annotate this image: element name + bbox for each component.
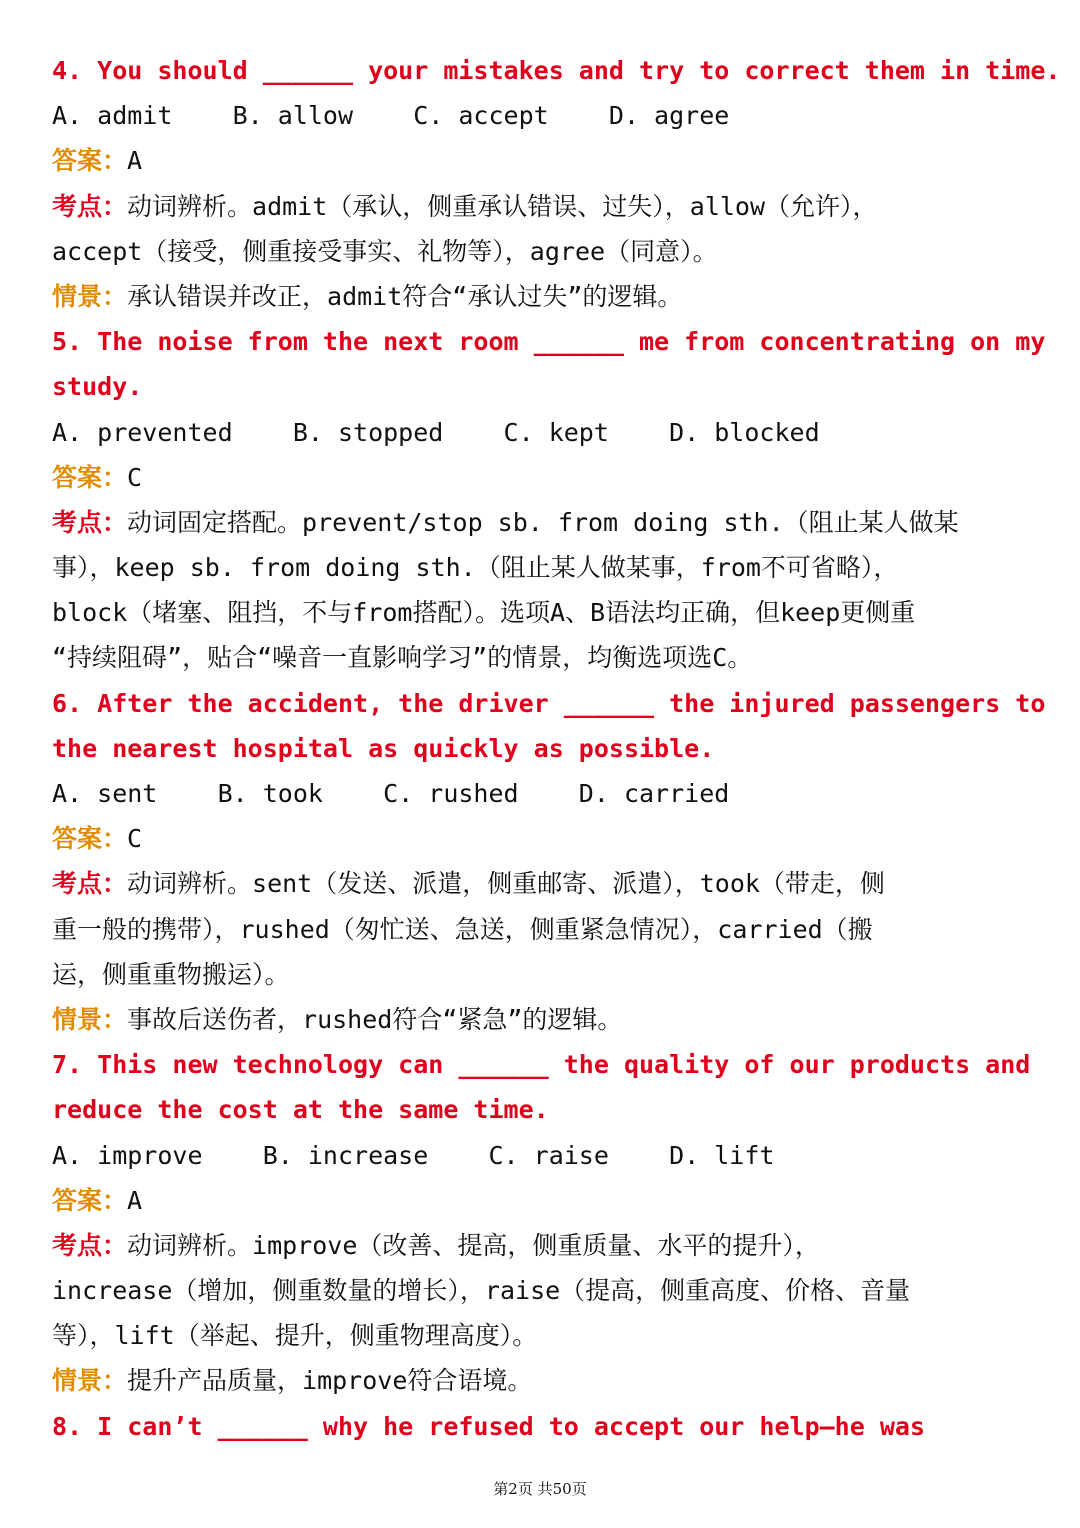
answer-value: C [127,824,143,854]
point-label: 考点： [52,191,128,221]
point-label: 考点： [52,1230,128,1260]
question-4-answer [52,138,1037,183]
question-7-point [52,1223,1037,1268]
question-6-options: A. sent B. took C. rushed D. carried [52,779,730,808]
question-4-line-1: 4. You should ______ your mistakes and try to correct them in time. [52,56,1061,85]
answer-label: 答案： [52,824,128,854]
question-7-context [52,1358,1037,1403]
question-6-line-2: the nearest hospital as quickly as possible. [52,733,715,763]
question-4-options: A. admit B. allow C. accept D. agree [52,101,730,131]
question-5-point-cont-1: 事），keep sb. from doing sth.（阻止某人做某事，from不可省略）， [52,553,899,583]
question-5-point-cont-3: “持续阻碍”，贴合“噪音一直影响学习”的情景，均衡选项选C。 [52,643,753,673]
question-4-point [52,184,1037,229]
question-7-point-cont-1: increase（增加，侧重数量的增长），raise（提高，侧重高度、价格、音量 [52,1276,911,1306]
context-text: 提升产品质量，improve符合语境。 [127,1366,533,1396]
context-text: 承认错误并改正，admit符合“承认过失”的逻辑。 [127,281,683,311]
question-6-point-cont-1: 重一般的携带），rushed（匆忙送、急送，侧重紧急情况），carried（搬 [52,914,873,944]
question-5-answer [52,455,1037,500]
question-6-context [52,997,1037,1042]
point-text: 动词辨析。improve（改善、提高，侧重质量、水平的提升）， [127,1230,820,1260]
point-text: 动词辨析。sent（发送、派遣，侧重邮寄、派遣），took（带走，侧 [127,869,885,899]
point-label: 考点： [52,507,128,537]
context-text: 事故后送伤者，rushed符合“紧急”的逻辑。 [127,1004,623,1034]
question-6-point [52,861,1037,906]
question-5-line-1: 5. The noise from the next room ______ me from concentrating on my [52,327,1046,357]
question-7-point-cont-2: 等），lift（举起、提升，侧重物理高度）。 [52,1321,538,1351]
answer-label: 答案： [52,146,128,176]
question-5-point [52,500,1037,545]
question-4-context [52,274,1037,319]
question-6-answer [52,816,1037,861]
answer-label: 答案： [52,1185,128,1215]
document-page [52,48,1061,1449]
question-4-point-cont: accept（接受，侧重接受事实、礼物等），agree（同意）。 [52,236,718,266]
answer-value: C [127,462,143,492]
answer-value: A [127,146,143,176]
question-6-point-cont-2: 运，侧重重物搬运）。 [52,959,290,989]
question-5-point-cont-2: block（堵塞、阻挡，不与from搭配）。选项A、B语法均正确，但keep更侧重 [52,598,916,628]
answer-value: A [127,1185,143,1215]
answer-label: 答案： [52,462,128,492]
question-5-line-2: study. [52,372,143,402]
question-6-line-1: 6. After the accident, the driver ______ the injured passengers to [52,688,1046,718]
point-text: 动词辨析。admit（承认，侧重承认错误、过失），allow（允许）， [127,191,878,221]
page-footer: 第2页 共50页 [493,1480,587,1498]
point-label: 考点： [52,869,128,899]
context-label: 情景： [52,281,128,311]
question-7-line-1: 7. This new technology can ______ the quality of our products and [52,1050,1031,1080]
question-7-answer [52,1178,1037,1223]
context-label: 情景： [52,1004,128,1034]
question-7-options: A. improve B. increase C. raise D. lift [52,1140,775,1170]
question-5-options: A. prevented B. stopped C. kept D. blocked [52,417,820,447]
point-text: 动词固定搭配。prevent/stop sb. from doing sth.（阻止某人做某 [127,507,959,537]
question-7-line-2: reduce the cost at the same time. [52,1095,549,1125]
context-label: 情景： [52,1366,128,1396]
question-8-line-1: 8. I can’t ______ why he refused to accept our help—he was [52,1411,925,1441]
